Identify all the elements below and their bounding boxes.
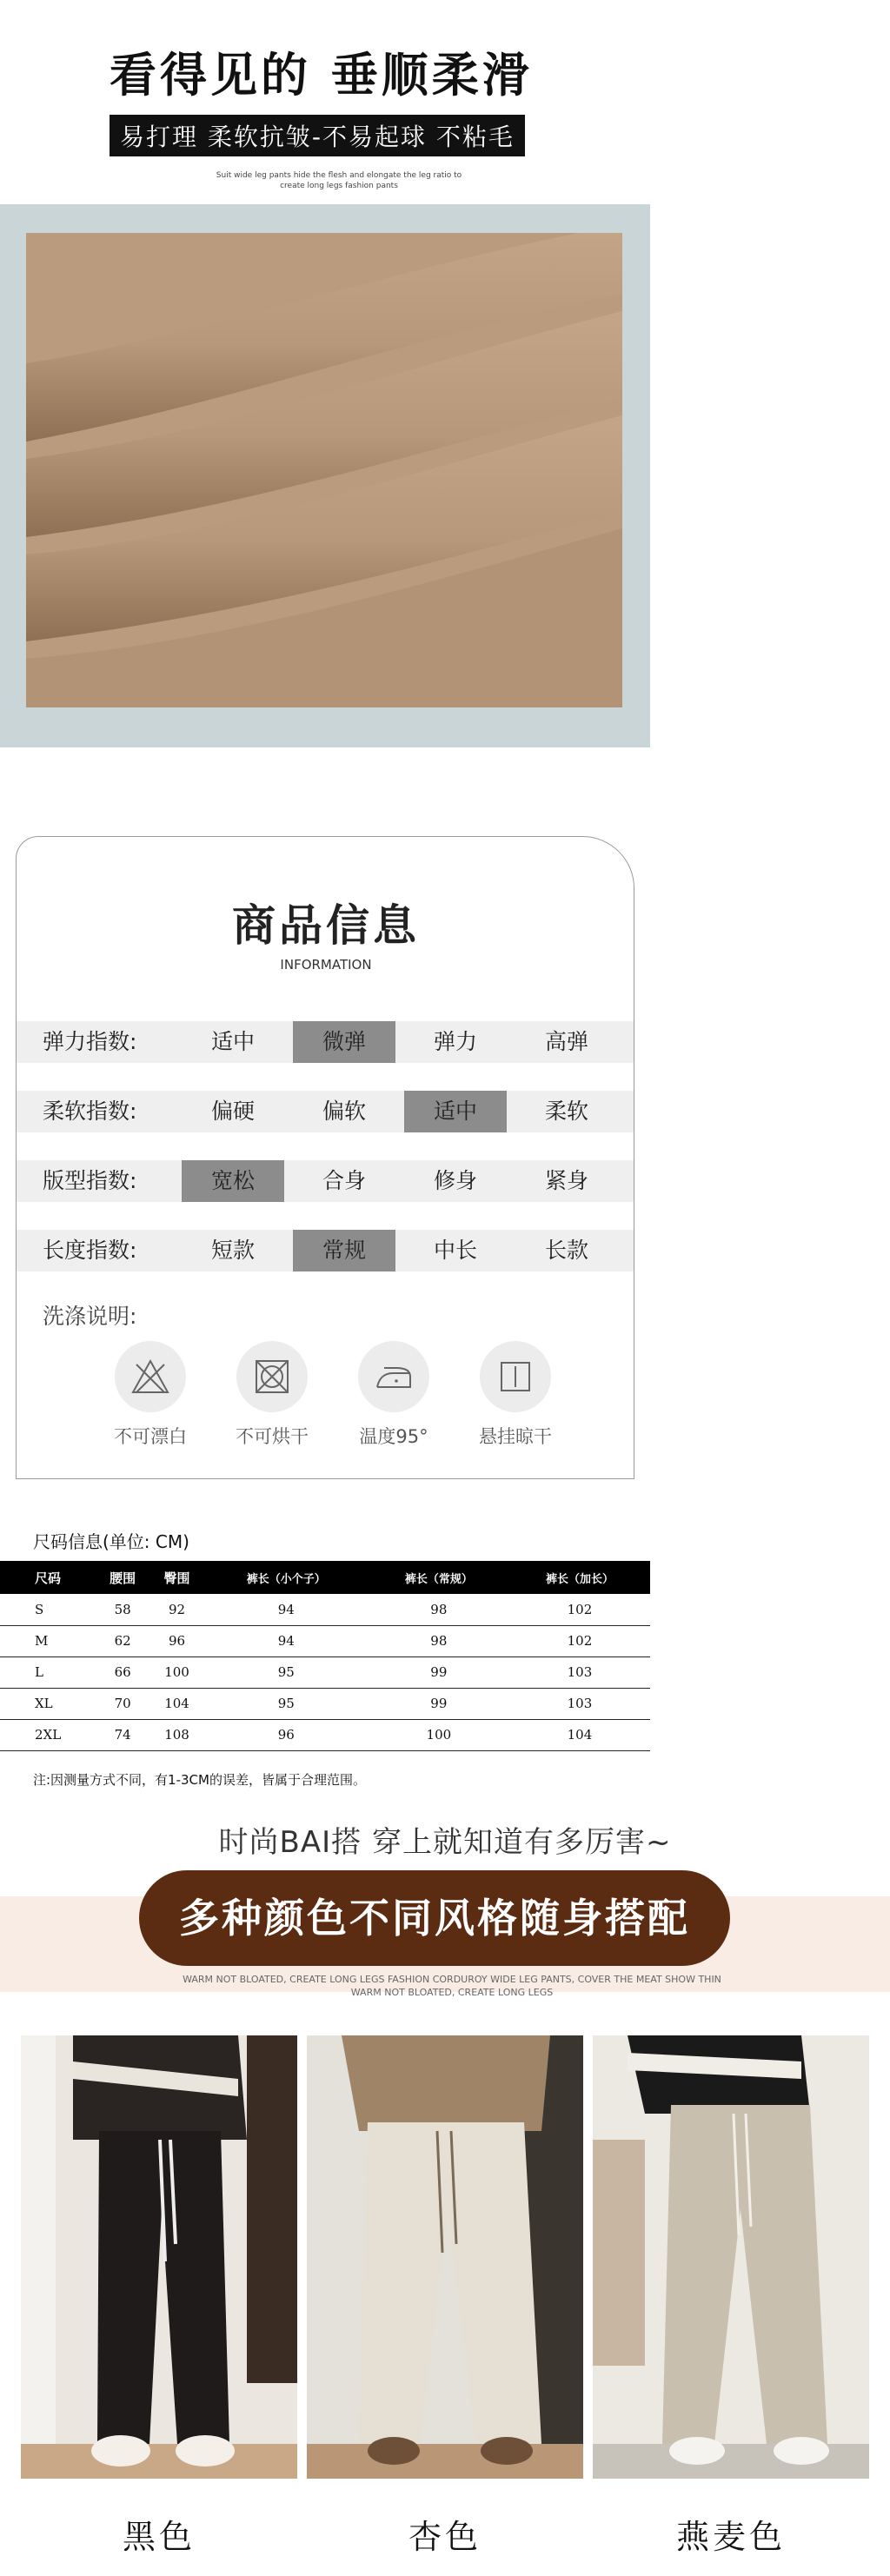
table-row <box>0 1594 650 1625</box>
index-option: 紧身 <box>544 1168 588 1193</box>
fabric-closeup-image <box>26 233 622 707</box>
table-cell: 98 <box>369 1625 509 1656</box>
table-cell: 96 <box>204 1719 369 1750</box>
table-cell: 99 <box>369 1656 509 1688</box>
wash-item-iron <box>342 1341 446 1449</box>
wash-label: 不可漂白 <box>114 1426 187 1447</box>
column-header: 裤长（常规） <box>369 1561 509 1594</box>
index-option-selected: 常规 <box>293 1230 395 1271</box>
hero-title: 看得见的 垂顺柔滑 <box>110 48 533 103</box>
wash-item-no-bleach <box>98 1341 203 1449</box>
table-cell: 103 <box>509 1688 650 1719</box>
table-cell: 104 <box>149 1688 203 1719</box>
product-photo-oatmeal <box>593 2035 869 2479</box>
table-cell: 66 <box>96 1656 149 1688</box>
index-option: 偏软 <box>322 1099 366 1124</box>
table-row <box>0 1625 650 1656</box>
table-cell: 102 <box>509 1625 650 1656</box>
table-cell: 62 <box>96 1625 149 1656</box>
softness-index-row <box>17 1091 634 1132</box>
table-cell: S <box>0 1594 96 1625</box>
table-cell: 92 <box>149 1594 203 1625</box>
table-cell: XL <box>0 1688 96 1719</box>
table-cell: 103 <box>509 1656 650 1688</box>
style-heading: 时尚BAI搭 穿上就知道有多厉害~ <box>218 1825 672 1860</box>
hero-subtitle: 易打理 柔软抗皱-不易起球 不粘毛 <box>110 115 525 156</box>
column-header: 臀围 <box>149 1561 203 1594</box>
index-option: 长款 <box>544 1238 588 1263</box>
table-cell: 70 <box>96 1688 149 1719</box>
table-row <box>0 1719 650 1750</box>
index-option: 柔软 <box>544 1099 588 1124</box>
table-cell: 99 <box>369 1688 509 1719</box>
table-cell: 100 <box>149 1656 203 1688</box>
table-row <box>0 1688 650 1719</box>
index-option: 修身 <box>433 1168 477 1193</box>
style-banner: 多种颜色不同风格随身搭配 <box>139 1870 730 1966</box>
table-cell: 108 <box>149 1719 203 1750</box>
table-cell: 94 <box>204 1625 369 1656</box>
index-option-selected: 微弹 <box>293 1021 395 1063</box>
info-subtitle: INFORMATION <box>280 957 372 973</box>
table-row <box>0 1656 650 1688</box>
table-cell: 2XL <box>0 1719 96 1750</box>
wash-instructions-label: 洗涤说明: <box>43 1304 137 1329</box>
wash-item-hang-dry <box>463 1341 568 1449</box>
product-info-card <box>16 836 634 1479</box>
hero-english-caption: Suit wide leg pants hide the flesh and elongate the leg ratio to create long legs fashion pants <box>216 171 462 190</box>
table-cell: L <box>0 1656 96 1688</box>
wash-label: 不可烘干 <box>236 1426 309 1447</box>
table-cell: 58 <box>96 1594 149 1625</box>
size-note: 注:因测量方式不同，有1-3CM的误差，皆属于合理范围。 <box>33 1772 366 1788</box>
table-cell: 95 <box>204 1656 369 1688</box>
color-name-apricot: 杏色 <box>408 2518 482 2556</box>
wash-label: 温度95° <box>359 1426 428 1447</box>
table-cell: 74 <box>96 1719 149 1750</box>
index-option: 偏硬 <box>210 1099 255 1124</box>
no-bleach-icon <box>115 1341 186 1412</box>
hang-dry-icon <box>480 1341 551 1412</box>
index-option-selected: 适中 <box>404 1091 507 1132</box>
index-option: 弹力 <box>433 1029 477 1054</box>
index-label: 长度指数: <box>43 1238 137 1263</box>
wash-label: 悬挂晾干 <box>479 1426 552 1447</box>
product-photo-apricot <box>307 2035 583 2479</box>
info-title: 商品信息 <box>232 900 420 951</box>
column-header: 裤长（小个子） <box>204 1561 369 1594</box>
table-cell: 102 <box>509 1594 650 1625</box>
size-table-title: 尺码信息(单位: CM) <box>33 1531 189 1552</box>
table-cell: M <box>0 1625 96 1656</box>
table-cell: 95 <box>204 1688 369 1719</box>
index-label: 柔软指数: <box>43 1099 137 1124</box>
index-option: 合身 <box>322 1168 366 1193</box>
column-header: 尺码 <box>0 1561 96 1594</box>
index-option: 短款 <box>210 1238 255 1263</box>
table-cell: 104 <box>509 1719 650 1750</box>
column-header: 裤长（加长） <box>509 1561 650 1594</box>
table-cell: 96 <box>149 1625 203 1656</box>
index-label: 版型指数: <box>43 1168 137 1193</box>
product-photo-black <box>21 2035 297 2479</box>
iron-icon <box>358 1341 429 1412</box>
index-option: 适中 <box>210 1029 255 1054</box>
wash-item-no-tumble-dry <box>220 1341 324 1449</box>
style-english-caption: WARM NOT BLOATED, CREATE LONG LEGS FASHION CORDUROY WIDE LEG PANTS, COVER THE MEAT SHOW THIN WARM NOT BLOATED, CREATE LONG LEGS <box>183 1974 721 1998</box>
index-label: 弹力指数: <box>43 1029 137 1054</box>
index-option-selected: 宽松 <box>182 1160 284 1202</box>
index-option: 中长 <box>433 1238 477 1263</box>
color-name-black: 黑色 <box>122 2518 196 2556</box>
size-table <box>0 1561 650 1751</box>
table-cell: 100 <box>369 1719 509 1750</box>
index-option: 高弹 <box>544 1029 588 1054</box>
fit-index-row <box>17 1160 634 1202</box>
table-cell: 94 <box>204 1594 369 1625</box>
elasticity-index-row <box>17 1021 634 1063</box>
size-table-header <box>0 1561 650 1594</box>
column-header: 腰围 <box>96 1561 149 1594</box>
no-tumble-dry-icon <box>236 1341 308 1412</box>
color-name-oatmeal: 燕麦色 <box>675 2518 786 2556</box>
table-cell: 98 <box>369 1594 509 1625</box>
length-index-row <box>17 1230 634 1271</box>
